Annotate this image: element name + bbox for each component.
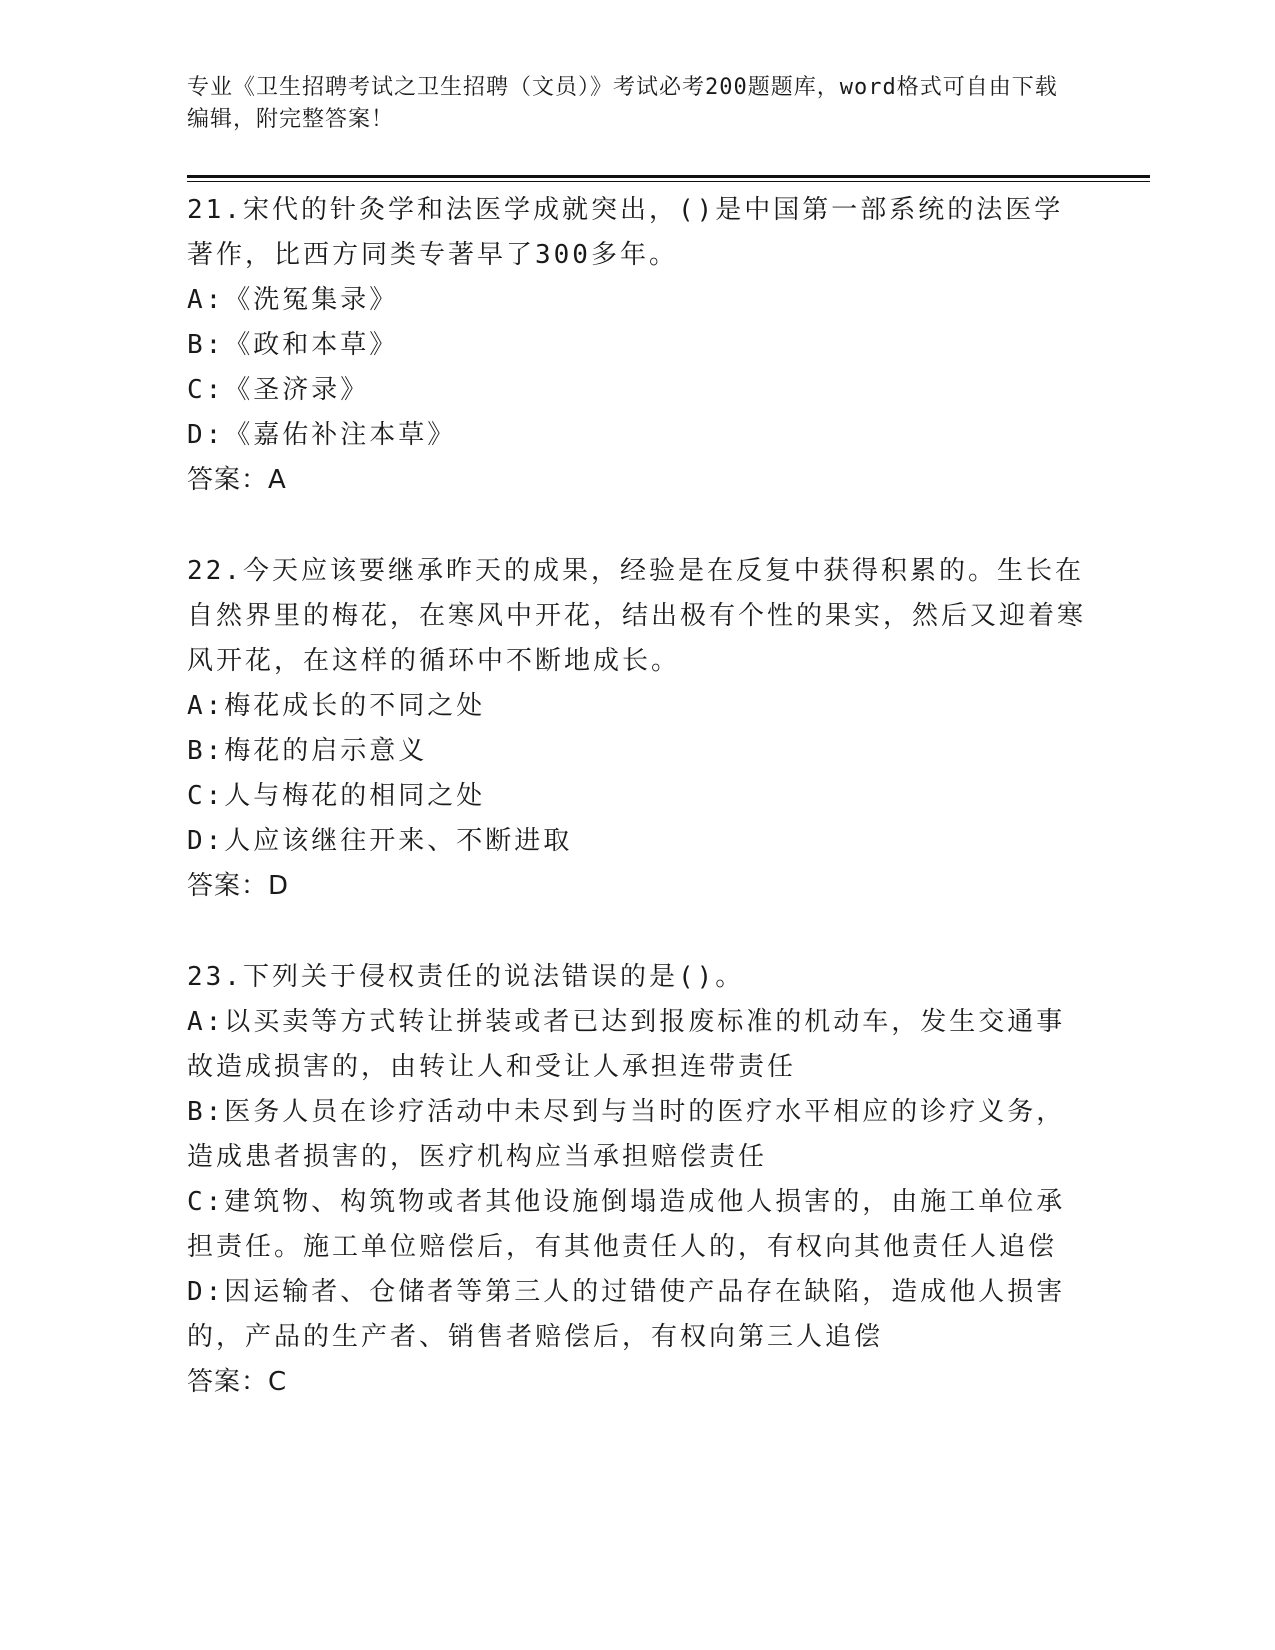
option-b: B:梅花的启示意义 <box>187 736 428 766</box>
question-stem: 21.宋代的针灸学和法医学成就突出，()是中国第一部系统的法医学著作，比西方同类专著早了300多年。 <box>187 195 1064 270</box>
question-stem: 23.下列关于侵权责任的说法错误的是()。 <box>187 962 745 992</box>
document-header: 专业《卫生招聘考试之卫生招聘（文员）》考试必考200题题库，word格式可自由下载编辑，附完整答案！ <box>187 75 1058 132</box>
option-c: C:《圣济录》 <box>187 375 370 405</box>
question-list <box>187 188 1087 1451</box>
question-item <box>187 549 1087 909</box>
header-divider-thin <box>187 181 1150 182</box>
option-d: D:因运输者、仓储者等第三人的过错使产品存在缺陷，造成他人损害的，产品的生产者、销售者赔偿后，有权向第三人追偿 <box>187 1277 1066 1352</box>
option-a: A:梅花成长的不同之处 <box>187 691 486 721</box>
option-b: B:医务人员在诊疗活动中未尽到与当时的医疗水平相应的诊疗义务，造成患者损害的，医疗机构应当承担赔偿责任 <box>187 1097 1066 1172</box>
option-d: D:《嘉佑补注本草》 <box>187 420 457 450</box>
option-d: D:人应该继往开来、不断进取 <box>187 826 573 856</box>
header-divider-thick <box>187 175 1150 178</box>
answer-label: 答案：C <box>187 1367 288 1397</box>
option-a: A:《洗冤集录》 <box>187 285 399 315</box>
option-c: C:人与梅花的相同之处 <box>187 781 486 811</box>
answer-label: 答案：D <box>187 871 290 901</box>
answer-label: 答案：A <box>187 465 287 495</box>
option-b: B:《政和本草》 <box>187 330 399 360</box>
option-c: C:建筑物、构筑物或者其他设施倒塌造成他人损害的，由施工单位承担责任。施工单位赔偿后，有其他责任人的，有权向其他责任人追偿 <box>187 1187 1066 1262</box>
question-item <box>187 188 1087 503</box>
question-item <box>187 955 1087 1405</box>
option-a: A:以买卖等方式转让拼装或者已达到报废标准的机动车，发生交通事故造成损害的，由转让人和受让人承担连带责任 <box>187 1007 1066 1082</box>
question-stem: 22.今天应该要继承昨天的成果，经验是在反复中获得积累的。生长在自然界里的梅花，在寒风中开花，结出极有个性的果实，然后又迎着寒风开花，在这样的循环中不断地成长。 <box>187 556 1087 676</box>
